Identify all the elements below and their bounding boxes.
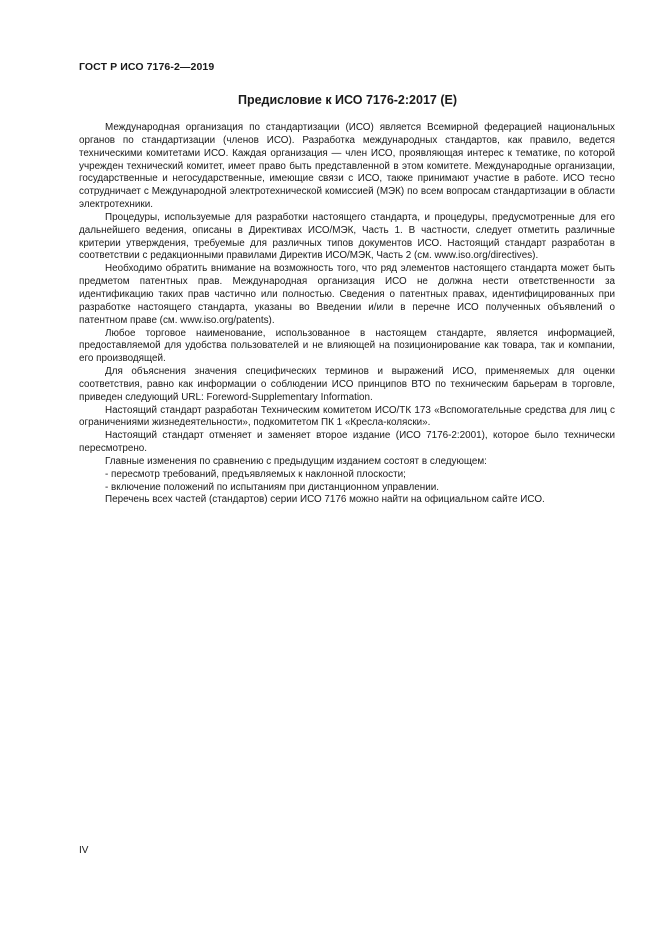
paragraph-iso-intro: Международная организация по стандартизации (ИСО) является Всемирной федерацией национальных органов по стандартизации (членов ИСО). Разработка международных стандартов, как правило, ведется техническими комитетами ИСО. Каждая организация — член ИСО, проявляющая интерес к тематике, по которой учрежден технический комитет, имеет право быть представленной в этом комитете. Международные организации, государственные и негосударственные, имеющие связи с ИСО, также принимают участие в работе. ИСО тесно сотрудничает с Международной электротехнической комиссией (МЭК) по всем вопросам стандартизации в области электротехники. — [79, 122, 615, 211]
document-header-id: ГОСТ Р ИСО 7176-2—2019 — [79, 61, 215, 73]
foreword-body — [79, 122, 615, 507]
paragraph-replaces: Настоящий стандарт отменяет и заменяет второе издание (ИСО 7176-2:2001), которое было технически пересмотрено. — [79, 430, 615, 455]
changes-list-item: - включение положений по испытаниям при дистанционном управлении. — [105, 481, 439, 493]
paragraph-closing: Перечень всех частей (стандартов) серии ИСО 7176 можно найти на официальном сайте ИСО. — [105, 494, 545, 506]
paragraph-committee: Настоящий стандарт разработан Техническим комитетом ИСО/ТК 173 «Вспомогательные средства для лиц с ограничениями жизнедеятельности», подкомитетом ПК 1 «Кресла-коляски». — [79, 404, 615, 429]
paragraph-trade-names: Любое торговое наименование, использованное в настоящем стандарте, является информацией, предоставляемой для удобства пользователей и не влияющей на позиционирование как товара, так и компании, его производящей. — [79, 327, 615, 365]
paragraph-patents: Необходимо обратить внимание на возможность того, что ряд элементов настоящего стандарта может быть предметом патентных прав. Международная организация ИСО не должна нести ответственности за идентификацию таких прав частично или полностью. Сведения о патентных правах, идентифицированных при разработке настоящего стандарта, указаны во Введении и/или в перечне ИСО полученных объявлений о патентном праве (см. www.iso.org/patents). — [79, 263, 615, 326]
paragraph-procedures: Процедуры, используемые для разработки настоящего стандарта, и процедуры, предусмотренные для его дальнейшего ведения, описаны в Директивах ИСО/МЭК, Часть 1. В частности, следует отметить различные критерии утверждения, требуемые для различных типов документов ИСО. Настоящий стандарт разработан в соответствии с редакционными правилами Директив ИСО/МЭК, Часть 2 (см. www.iso.org/directives). — [79, 211, 615, 262]
paragraph-changes-intro: Главные изменения по сравнению с предыдущим изданием состоят в следующем: — [105, 455, 487, 467]
paragraph-conformity: Для объяснения значения специфических терминов и выражений ИСО, применяемых для оценки соответствия, равно как информации о соблюдении ИСО принципов ВТО по техническим барьерам в торговле, приведен следующий URL: Foreword-Supplementary Information. — [79, 366, 615, 403]
page-number: IV — [79, 845, 89, 856]
changes-list — [79, 469, 615, 495]
changes-list-item: - пересмотр требований, предъявляемых к наклонной плоскости; — [105, 468, 406, 480]
section-title: Предисловие к ИСО 7176-2:2017 (E) — [237, 93, 457, 107]
